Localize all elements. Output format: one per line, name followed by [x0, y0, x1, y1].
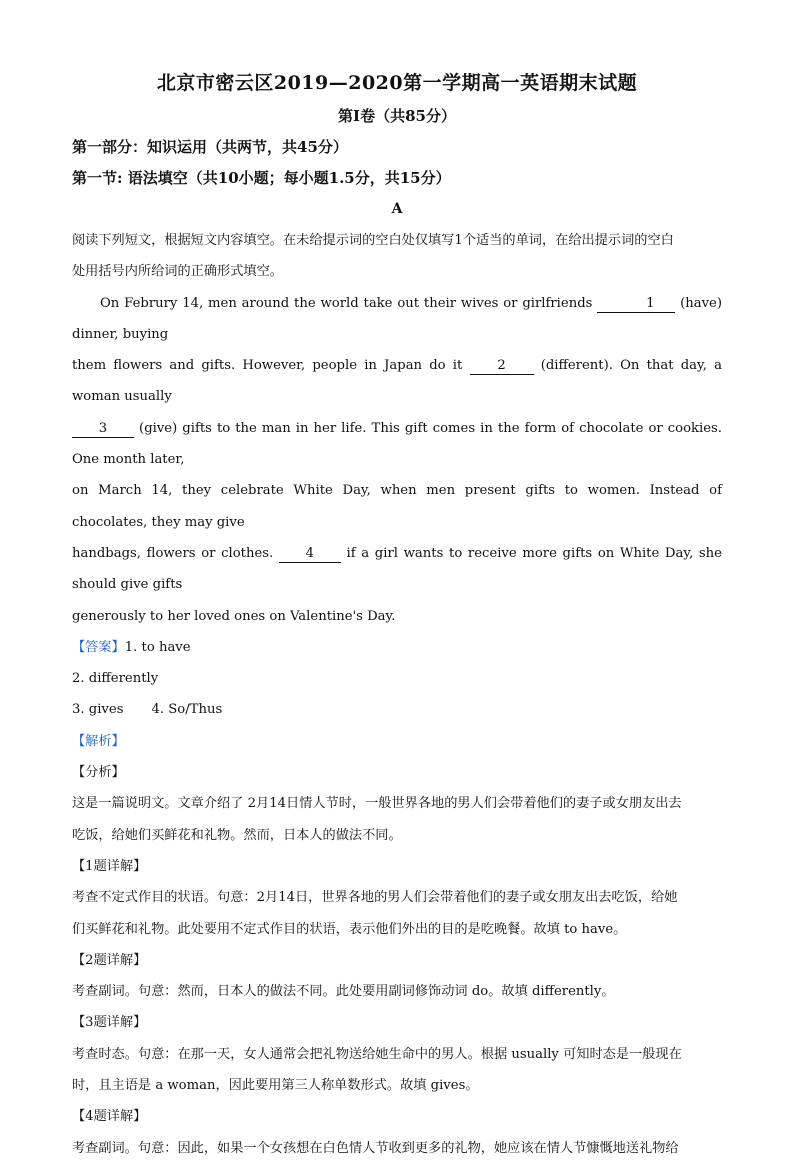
question-4-heading: 【4题详解】 — [72, 1109, 147, 1125]
question-1-text: 们买鲜花和礼物。此处要用不定式作目的状语，表示他们外出的目的是吃晚餐。故填 to have。 — [72, 921, 627, 937]
answer-2: 2. differently — [72, 671, 159, 687]
passage-text: (different). On that day, a woman usually — [72, 358, 722, 405]
question-1-heading: 【1题详解】 — [72, 858, 147, 874]
answer-4: 4. So/Thus — [151, 702, 223, 718]
document-page — [72, 66, 722, 1164]
passage-text: handbags, flowers or clothes. — [72, 545, 279, 561]
blank-4: 4 — [279, 546, 341, 563]
blank-3: 3 — [72, 421, 134, 438]
instructions-line: 阅读下列短文，根据短文内容填空。在未给提示词的空白处仅填写1个适当的单词，在给出提示词的空白 — [72, 233, 674, 248]
part-heading: 第一部分：知识运用（共两节，共45分） — [72, 138, 348, 156]
question-3-heading: 【3题详解】 — [72, 1015, 147, 1031]
analysis-text: 这是一篇说明文。文章介绍了 2月14日情人节时，一般世界各地的男人们会带着他们的妻子或女朋友出去 — [72, 796, 682, 812]
analysis-tag: 【解析】 — [72, 733, 125, 749]
question-3-text: 时，且主语是 a woman，因此要用第三人称单数形式。故填 gives。 — [72, 1078, 479, 1094]
analysis-text: 吃饭，给她们买鲜花和礼物。然而，日本人的做法不同。 — [72, 827, 402, 843]
volume-heading: 第I卷（共85分） — [338, 107, 456, 125]
passage-line: generously to her loved ones on Valentine's Day. — [72, 608, 396, 624]
question-4-text: 考查副词。句意：因此，如果一个女孩想在白色情人节收到更多的礼物，她应该在情人节慷慨地送礼物给 — [72, 1140, 679, 1156]
question-2-heading: 【2题详解】 — [72, 952, 147, 968]
analysis-heading: 【分析】 — [72, 765, 125, 781]
passage-line — [72, 288, 722, 351]
passage-text: them flowers and gifts. However, people in Japan do it — [72, 358, 470, 374]
instructions-line: 处用括号内所给词的正确形式填空。 — [72, 264, 283, 280]
passage-line: on March 14, they celebrate White Day, when men present gifts to women. Instead of chocolates, they may give — [72, 483, 722, 530]
blank-2: 2 — [470, 358, 534, 375]
section-label: A — [391, 201, 403, 217]
passage-line — [72, 413, 722, 476]
answer-3: 3. gives — [72, 702, 124, 718]
passage-text: On Februry 14, men around the world take out their wives or girlfriends — [100, 295, 598, 311]
question-1-text: 考查不定式作目的状语。句意：2月14日，世界各地的男人们会带着他们的妻子或女朋友出去吃饭，给她 — [72, 890, 678, 906]
passage-text: if a girl wants to receive more gifts on White Day, she should give gifts — [72, 545, 722, 593]
answer-line — [72, 694, 722, 725]
page-title: 北京市密云区2019—2020第一学期高一英语期末试题 — [156, 72, 638, 94]
passage-text: (give) gifts to the man in her life. This gift comes in the form of chocolate or cookies. One month later, — [72, 420, 722, 468]
answer-1: 1. to have — [124, 639, 191, 655]
passage-line — [72, 538, 722, 601]
section-heading: 第一节: 语法填空（共10小题；每小题1.5分，共15分） — [72, 169, 451, 187]
blank-1: 1 — [597, 296, 675, 313]
passage-text: (have) dinner, buying — [72, 295, 723, 342]
question-2-text: 考查副词。句意：然而，日本人的做法不同。此处要用副词修饰动词 do。故填 differently。 — [72, 984, 615, 1000]
question-3-text: 考查时态。句意：在那一天，女人通常会把礼物送给她生命中的男人。根据 usually 可知时态是一般现在 — [72, 1046, 682, 1062]
answer-line — [72, 632, 722, 663]
answer-tag: 【答案】 — [72, 639, 125, 655]
passage-line — [72, 350, 722, 413]
